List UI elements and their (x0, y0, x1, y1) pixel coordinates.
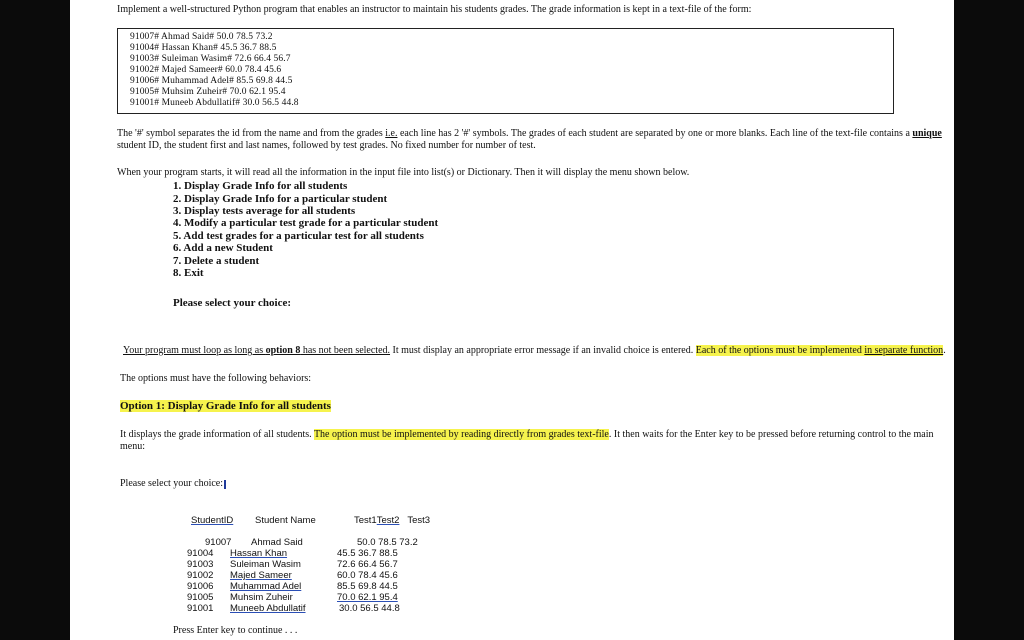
table-row-name: Suleiman Wasim (230, 559, 301, 570)
symbol-paragraph-line1: The '#' symbol separates the id from the name and from the grades i.e. each line has 2 '#' symbols. The grades of each student are separated by one or more blanks. Each line of the text-file contains a unique (117, 128, 942, 139)
option1-paragraph-line2: menu: (120, 441, 145, 452)
startup-text: When your program starts, it will read all the information in the input file into list(s) or Dictionary. Then it will display the menu shown below. (117, 167, 690, 178)
table-row-name: Majed Sameer (230, 570, 292, 581)
table-row-grades: 72.6 66.4 56.7 (337, 559, 398, 570)
table-row-id: 91005 (187, 592, 214, 603)
menu-item: 1. Display Grade Info for all students (173, 180, 348, 192)
menu-item: 5. Add test grades for a particular test for all students (173, 230, 424, 242)
table-row-name: Hassan Khan (230, 548, 288, 559)
menu-item: 8. Exit (173, 267, 204, 279)
header-tests: Test1Test2 Test3 (354, 515, 431, 526)
file-line: 91007# Ahmad Said# 50.0 78.5 73.2 (130, 32, 273, 42)
sample-prompt: Please select your choice: (120, 478, 224, 489)
file-line: 91005# Muhsim Zuheir# 70.0 62.1 95.4 (130, 87, 286, 97)
table-row-name: Ahmad Said (251, 537, 303, 548)
menu-item: 4. Modify a particular test grade for a particular student (173, 217, 439, 229)
table-row-id: 91002 (187, 570, 214, 581)
table-row-grades: 70.0 62.1 95.4 (337, 592, 398, 603)
intro-text: Implement a well-structured Python program that enables an instructor to maintain his students grades. The grade information is kept in a text-file of the form: (117, 4, 752, 15)
text-cursor (224, 480, 226, 489)
table-row-id: 91007 (205, 537, 232, 548)
behaviors-text: The options must have the following behaviors: (120, 373, 312, 384)
table-row-name: Muhsim Zuheir (230, 592, 293, 603)
press-enter-text: Press Enter key to continue . . . (173, 625, 298, 636)
table-row-grades: 30.0 56.5 44.8 (339, 603, 400, 614)
file-line: 91001# Muneeb Abdullatif# 30.0 56.5 44.8 (130, 98, 299, 108)
file-line: 91002# Majed Sameer# 60.0 78.4 45.6 (130, 65, 282, 75)
symbol-paragraph-line2: student ID, the student first and last names, followed by test grades. No fixed number for number of test. (117, 140, 536, 151)
menu-item: 2. Display Grade Info for a particular student (173, 193, 388, 205)
loop-paragraph: Your program must loop as long as option 8 has not been selected. It must display an appropriate error message if an invalid choice is entered. Each of the options must be implemented in separate function. (123, 345, 946, 356)
table-row-name: Muhammad Adel (230, 581, 302, 592)
table-row-id: 91003 (187, 559, 214, 570)
prompt-heading: Please select your choice: (173, 297, 292, 309)
header-student-id: StudentID (191, 515, 234, 526)
menu-item: 6. Add a new Student (173, 242, 273, 254)
header-student-name: Student Name (255, 515, 316, 526)
file-line: 91004# Hassan Khan# 45.5 36.7 88.5 (130, 43, 277, 53)
menu-item: 3. Display tests average for all students (173, 205, 356, 217)
table-row-id: 91004 (187, 548, 214, 559)
table-row-grades: 50.0 78.5 73.2 (357, 537, 418, 548)
file-line: 91006# Muhammad Adel# 85.5 69.8 44.5 (130, 76, 293, 86)
table-row-id: 91006 (187, 581, 214, 592)
table-row-grades: 85.5 69.8 44.5 (337, 581, 398, 592)
option1-heading: Option 1: Display Grade Info for all students (120, 400, 331, 412)
table-row-name: Muneeb Abdullatif (230, 603, 306, 614)
document-page (70, 0, 954, 640)
table-row-grades: 60.0 78.4 45.6 (337, 570, 398, 581)
file-line: 91003# Suleiman Wasim# 72.6 66.4 56.7 (130, 54, 291, 64)
grades-file-sample-box (117, 28, 894, 114)
menu-item: 7. Delete a student (173, 255, 260, 267)
table-row-id: 91001 (187, 603, 214, 614)
table-row-grades: 45.5 36.7 88.5 (337, 548, 398, 559)
option1-paragraph-line1: It displays the grade information of all students. The option must be implemented by reading directly from grades text-file. It then waits for the Enter key to be pressed before returning control to the main (120, 429, 934, 440)
